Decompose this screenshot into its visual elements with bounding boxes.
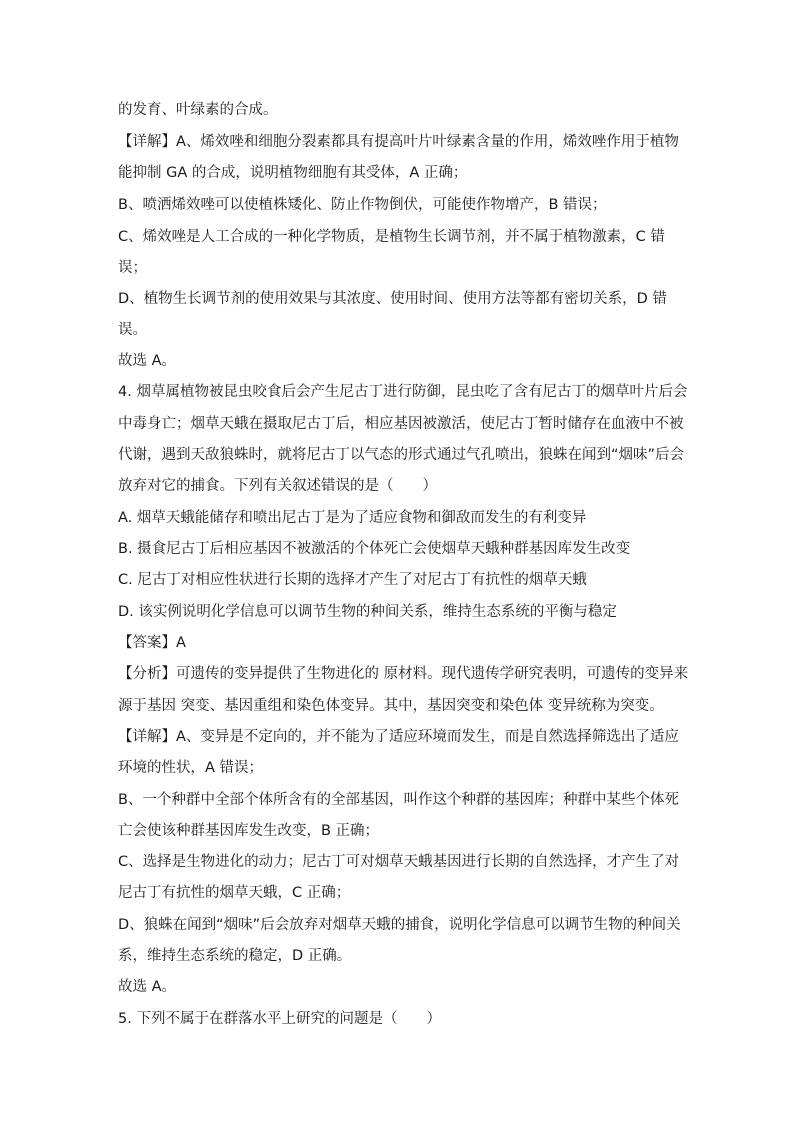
question-4-stem: 4. 烟草属植物被昆虫咬食后会产生尼古丁进行防御，昆虫吃了含有尼古丁的烟草叶片后会 (118, 384, 688, 400)
text-line: 误； (118, 260, 147, 276)
option-d: D. 该实例说明化学信息可以调节生物的种间关系，维持生态系统的平衡与稳定 (118, 604, 617, 620)
explanation: 【详解】A、变异是不定向的，并不能为了适应环境而发生，而是自然选择筛选出了适应 (118, 729, 679, 745)
explanation: 系，维持生态系统的稳定，D 正确。 (118, 948, 352, 964)
text-line: 故选 A。 (118, 979, 177, 995)
text-line: D、植物生长调节剂的使用效果与其浓度、使用时间、使用方法等都有密切关系，D 错 (118, 291, 667, 307)
question-5-stem: 5. 下列不属于在群落水平上研究的问题是（ ） (118, 1011, 441, 1027)
option-a: A. 烟草天蛾能储存和喷出尼古丁是为了适应食物和御敌而发生的有利变异 (118, 510, 587, 526)
explanation: 尼古丁有抗性的烟草天蛾，C 正确； (118, 885, 351, 901)
question-4-stem: 中毒身亡；烟草天蛾在摄取尼古丁后，相应基因被激活，使尼古丁暂时储存在血液中不被 (118, 416, 684, 432)
explanation: 亡会使该种群基因库发生改变，B 正确； (118, 823, 380, 839)
text-line: 的发育、叶绿素的合成。 (118, 102, 278, 118)
explanation: 环境的性状，A 错误； (118, 760, 264, 776)
text-line: C、烯效唑是人工合成的一种化学物质，是植物生长调节剂，并不属于植物激素，C 错 (118, 229, 665, 245)
text-line: 故选 A。 (118, 353, 177, 369)
analysis: 【分析】可遗传的变异提供了生物进化的 原材料。现代遗传学研究表明，可遗传的变异来 (118, 666, 689, 682)
text-line: 误。 (118, 322, 147, 338)
explanation: D、狼蛛在闻到“烟味”后会放弃对烟草天蛾的捕食，说明化学信息可以调节生物的种间关 (118, 917, 681, 933)
text-line: B、喷洒烯效唑可以使植株矮化、防止作物倒伏，可能使作物增产，B 错误； (118, 197, 607, 213)
explanation: B、一个种群中全部个体所含有的全部基因，叫作这个种群的基因库；种群中某些个体死 (118, 792, 679, 808)
text-line: 【详解】A、烯效唑和细胞分裂素都具有提高叶片叶绿素含量的作用，烯效唑作用于植物 (118, 134, 679, 150)
question-4-stem: 代谢，遇到天敌狼蛛时，就将尼古丁以气态的形式通过气孔喷出，狼蛛在闻到“烟味”后会 (118, 447, 685, 463)
analysis: 源于基因 突变、基因重组和染色体变异。其中，基因突变和染色体 变异统称为突变。 (118, 698, 664, 714)
answer: 【答案】A (118, 635, 186, 651)
option-b: B. 摄食尼古丁后相应基因不被激活的个体死亡会使烟草天蛾种群基因库发生改变 (118, 541, 631, 557)
option-c: C. 尼古丁对相应性状进行长期的选择才产生了对尼古丁有抗性的烟草天蛾 (118, 572, 587, 588)
text-line: 能抑制 GA 的合成，说明植物细胞有其受体，A 正确； (118, 165, 468, 181)
question-4-stem: 放弃对它的捕食。下列有关叙述错误的是（ ） (118, 478, 437, 494)
explanation: C、选择是生物进化的动力；尼古丁可对烟草天蛾基因进行长期的自然选择，才产生了对 (118, 854, 680, 870)
